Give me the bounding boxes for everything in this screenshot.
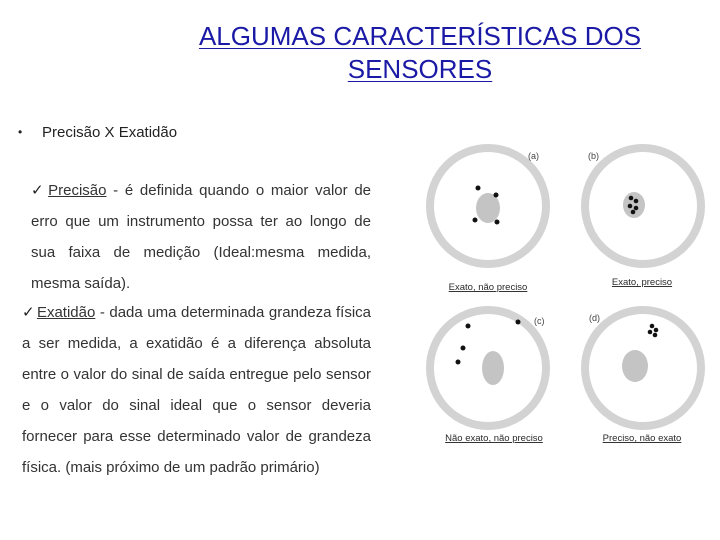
checkmark-icon: ✓ — [31, 182, 47, 199]
dartboard-c — [430, 310, 546, 444]
dartboard-figure — [420, 140, 720, 450]
hit-dot — [495, 220, 500, 225]
hit-dot — [634, 199, 639, 204]
hit-dot — [476, 186, 481, 191]
panel-letter-c: (c) — [534, 316, 545, 326]
target-center — [476, 193, 500, 223]
slide-title-line1: ALGUMAS CARACTERÍSTICAS DOS — [198, 21, 642, 51]
hit-dot — [634, 206, 639, 211]
accuracy-term: Exatidão — [36, 304, 96, 321]
hit-dot — [653, 333, 658, 338]
slide-title — [150, 20, 690, 86]
caption-a: Exato, não preciso — [448, 282, 528, 293]
hit-dot — [473, 218, 478, 223]
precision-definition: - é definida quando o maior valor de erro que um instrumento possa ter ao longo de sua faixa de medição (Ideal:mesma medida, mesma saída). — [31, 182, 371, 292]
target-center — [623, 192, 645, 218]
precision-term: Precisão — [48, 182, 107, 199]
caption-c: Não exato, não preciso — [445, 433, 543, 444]
panel-letter-a: (a) — [528, 151, 539, 161]
dartboard-a — [430, 148, 546, 293]
bullet-text: Precisão X Exatidão — [42, 124, 178, 141]
slide-title-line2: SENSORES — [347, 54, 493, 84]
bullet-marker: • — [18, 125, 23, 139]
caption-b: Exato, preciso — [611, 277, 673, 288]
hit-dot — [629, 196, 634, 201]
hit-dot — [648, 330, 653, 335]
panel-letter-d: (d) — [589, 313, 600, 323]
hit-dot — [466, 324, 471, 329]
target-center — [622, 350, 648, 382]
hit-dot — [461, 346, 466, 351]
hit-dot — [628, 204, 633, 209]
dartboard-b — [585, 148, 701, 288]
dartboard-d — [585, 310, 701, 444]
target-center — [482, 351, 504, 385]
hit-dot — [516, 320, 521, 325]
panel-letter-b: (b) — [588, 151, 599, 161]
checkmark-icon: ✓ — [22, 304, 35, 321]
hit-dot — [650, 324, 655, 329]
accuracy-paragraph — [22, 297, 371, 483]
caption-d: Preciso, não exato — [602, 433, 682, 444]
hit-dot — [494, 193, 499, 198]
hit-dot — [654, 328, 659, 333]
accuracy-definition: - dada uma determinada grandeza física a ser medida, a exatidão é a diferença absoluta entre o valor do sinal de saída entregue pelo sensor e o valor do sinal ideal que o sensor deveria fornecer para esse determinado valor de grandeza física. (mais próximo de um padrão primário) — [22, 304, 371, 476]
precision-paragraph — [31, 175, 371, 299]
hit-dot — [456, 360, 461, 365]
hit-dot — [631, 210, 636, 215]
